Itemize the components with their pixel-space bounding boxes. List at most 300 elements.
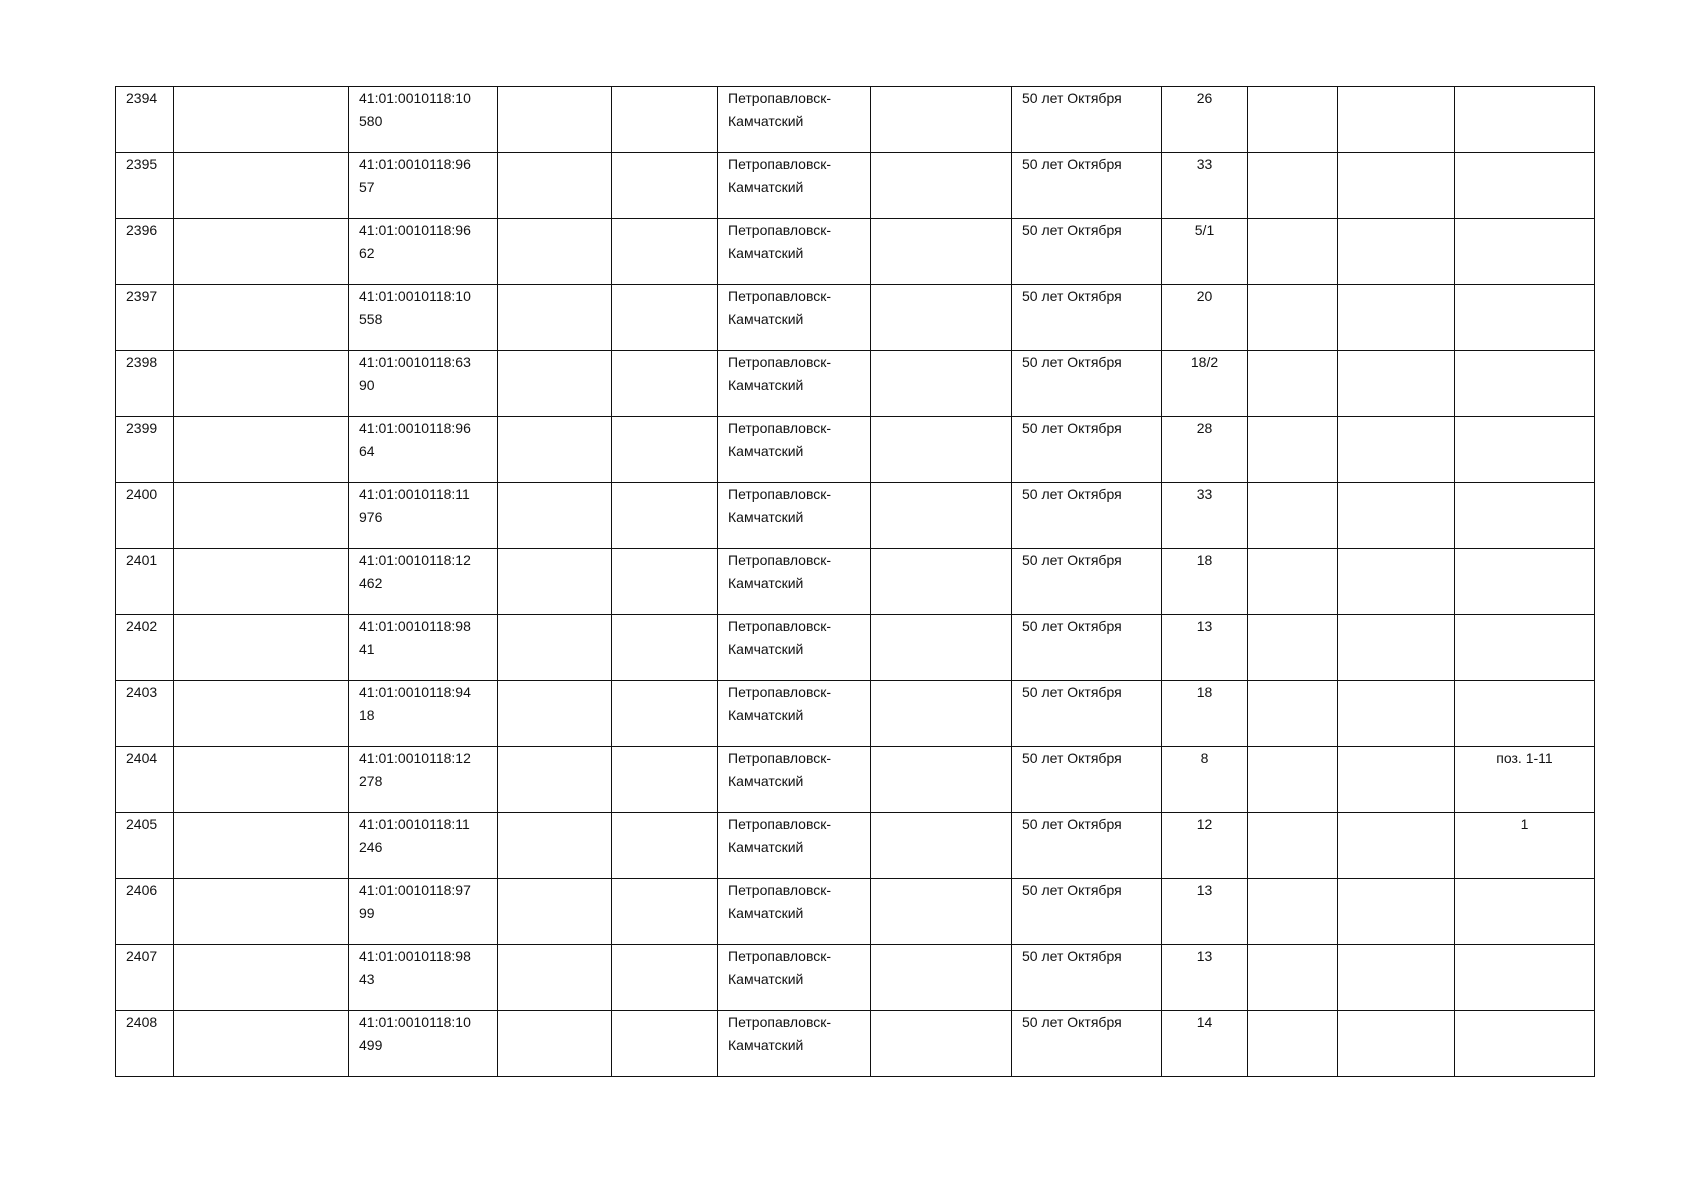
cadastral-number-line-1: 41:01:0010118:11 (359, 486, 470, 502)
empty-cell (498, 153, 612, 219)
street-name: 50 лет Октября (1022, 420, 1122, 436)
city-cell (718, 153, 871, 219)
city-cell (718, 813, 871, 879)
cadastral-number-line-1: 41:01:0010118:96 (359, 222, 471, 238)
empty-cell (612, 945, 718, 1011)
house-number: 12 (1196, 816, 1213, 832)
house-cell (1162, 153, 1248, 219)
table-row (116, 153, 1595, 219)
empty-cell (174, 153, 349, 219)
cadastral-number-cell (349, 879, 498, 945)
row-number: 2404 (126, 750, 158, 766)
house-cell (1162, 681, 1248, 747)
empty-cell (498, 813, 612, 879)
row-number: 2403 (126, 684, 158, 700)
note-cell (1455, 813, 1595, 879)
cadastral-number-line-2: 43 (359, 971, 375, 987)
empty-cell (1248, 681, 1338, 747)
empty-cell (1248, 219, 1338, 285)
empty-cell (1338, 351, 1455, 417)
cadastral-number-cell (349, 747, 498, 813)
cadastral-number-line-1: 41:01:0010118:10 (359, 90, 471, 106)
empty-cell (612, 483, 718, 549)
street-cell (1012, 549, 1162, 615)
row-number: 2407 (126, 948, 158, 964)
row-number-cell (116, 549, 174, 615)
row-number: 2405 (126, 816, 158, 832)
house-cell (1162, 87, 1248, 153)
house-cell (1162, 945, 1248, 1011)
table-row (116, 945, 1595, 1011)
note-cell (1455, 549, 1595, 615)
cadastral-number-line-2: 462 (359, 575, 383, 591)
street-cell (1012, 219, 1162, 285)
row-number-cell (116, 87, 174, 153)
house-number: 13 (1196, 948, 1213, 964)
cadastral-number-line-1: 41:01:0010118:63 (359, 354, 471, 370)
house-number: 13 (1196, 618, 1213, 634)
city-line-1: Петропавловск- (728, 882, 832, 898)
street-cell (1012, 945, 1162, 1011)
house-cell (1162, 813, 1248, 879)
cadastral-number-line-2: 90 (359, 377, 375, 393)
empty-cell (612, 87, 718, 153)
cadastral-number-cell (349, 351, 498, 417)
table-row (116, 549, 1595, 615)
empty-cell (498, 285, 612, 351)
empty-cell (612, 351, 718, 417)
row-number-cell (116, 747, 174, 813)
empty-cell (1338, 483, 1455, 549)
empty-cell (612, 747, 718, 813)
empty-cell (612, 615, 718, 681)
street-cell (1012, 813, 1162, 879)
city-cell (718, 285, 871, 351)
empty-cell (871, 351, 1012, 417)
empty-cell (1338, 1011, 1455, 1077)
house-number: 18 (1196, 684, 1213, 700)
empty-cell (174, 945, 349, 1011)
cadastral-number-line-1: 41:01:0010118:97 (359, 882, 471, 898)
row-number: 2400 (126, 486, 158, 502)
note-cell (1455, 483, 1595, 549)
cadastral-number-line-1: 41:01:0010118:94 (359, 684, 471, 700)
note-cell (1455, 879, 1595, 945)
row-number-cell (116, 681, 174, 747)
city-line-1: Петропавловск- (728, 684, 832, 700)
row-number-cell (116, 813, 174, 879)
city-line-2: Камчатский (728, 971, 804, 987)
cadastral-number-line-2: 976 (359, 509, 383, 525)
empty-cell (174, 351, 349, 417)
empty-cell (612, 219, 718, 285)
house-cell (1162, 285, 1248, 351)
row-number: 2398 (126, 354, 158, 370)
house-cell (1162, 417, 1248, 483)
empty-cell (1338, 615, 1455, 681)
house-number: 28 (1196, 420, 1213, 436)
empty-cell (1248, 351, 1338, 417)
table-row (116, 87, 1595, 153)
city-line-2: Камчатский (728, 509, 804, 525)
empty-cell (612, 549, 718, 615)
row-number-cell (116, 417, 174, 483)
empty-cell (174, 615, 349, 681)
empty-cell (174, 87, 349, 153)
cadastral-number-cell (349, 153, 498, 219)
city-cell (718, 87, 871, 153)
row-number: 2394 (126, 90, 158, 106)
city-cell (718, 219, 871, 285)
city-line-1: Петропавловск- (728, 816, 832, 832)
city-line-1: Петропавловск- (728, 222, 832, 238)
empty-cell (498, 879, 612, 945)
cadastral-number-line-1: 41:01:0010118:12 (359, 750, 471, 766)
cadastral-number-line-1: 41:01:0010118:11 (359, 816, 470, 832)
street-name: 50 лет Октября (1022, 882, 1122, 898)
empty-cell (174, 285, 349, 351)
empty-cell (1248, 549, 1338, 615)
city-line-2: Камчатский (728, 773, 804, 789)
row-number: 2408 (126, 1014, 158, 1030)
empty-cell (498, 681, 612, 747)
table-row (116, 483, 1595, 549)
city-line-2: Камчатский (728, 641, 804, 657)
note-cell (1455, 681, 1595, 747)
house-number: 33 (1196, 156, 1213, 172)
empty-cell (174, 681, 349, 747)
empty-cell (612, 285, 718, 351)
row-number: 2406 (126, 882, 158, 898)
house-cell (1162, 219, 1248, 285)
city-line-2: Камчатский (728, 575, 804, 591)
empty-cell (1338, 417, 1455, 483)
city-cell (718, 615, 871, 681)
empty-cell (498, 549, 612, 615)
cadastral-number-line-2: 246 (359, 839, 383, 855)
empty-cell (498, 747, 612, 813)
empty-cell (1248, 483, 1338, 549)
city-cell (718, 945, 871, 1011)
empty-cell (612, 813, 718, 879)
empty-cell (174, 417, 349, 483)
note-cell (1455, 351, 1595, 417)
note-cell (1455, 1011, 1595, 1077)
city-line-1: Петропавловск- (728, 948, 832, 964)
street-name: 50 лет Октября (1022, 948, 1122, 964)
empty-cell (871, 747, 1012, 813)
cadastral-number-line-1: 41:01:0010118:96 (359, 420, 471, 436)
cadastral-number-line-2: 57 (359, 179, 375, 195)
empty-cell (1248, 813, 1338, 879)
cadastral-number-cell (349, 615, 498, 681)
empty-cell (174, 483, 349, 549)
table-row (116, 417, 1595, 483)
empty-cell (1338, 219, 1455, 285)
street-cell (1012, 417, 1162, 483)
empty-cell (871, 417, 1012, 483)
house-number: 14 (1196, 1014, 1213, 1030)
empty-cell (871, 285, 1012, 351)
empty-cell (1338, 153, 1455, 219)
city-line-1: Петропавловск- (728, 486, 832, 502)
cadastral-number-line-2: 278 (359, 773, 383, 789)
cadastral-number-line-1: 41:01:0010118:10 (359, 288, 471, 304)
house-number: 13 (1196, 882, 1213, 898)
empty-cell (1248, 879, 1338, 945)
empty-cell (1338, 87, 1455, 153)
cadastral-number-line-1: 41:01:0010118:98 (359, 948, 471, 964)
city-line-1: Петропавловск- (728, 354, 832, 370)
city-line-1: Петропавловск- (728, 1014, 832, 1030)
empty-cell (1338, 681, 1455, 747)
empty-cell (174, 747, 349, 813)
empty-cell (1338, 285, 1455, 351)
row-number-cell (116, 1011, 174, 1077)
city-line-2: Камчатский (728, 179, 804, 195)
empty-cell (1338, 813, 1455, 879)
house-number: 18 (1196, 552, 1213, 568)
street-name: 50 лет Октября (1022, 1014, 1122, 1030)
house-number: 33 (1196, 486, 1213, 502)
house-cell (1162, 747, 1248, 813)
empty-cell (612, 1011, 718, 1077)
note-cell (1455, 747, 1595, 813)
empty-cell (1248, 417, 1338, 483)
cadastral-number-line-2: 580 (359, 113, 383, 129)
city-cell (718, 351, 871, 417)
empty-cell (871, 153, 1012, 219)
empty-cell (871, 945, 1012, 1011)
cadastral-number-line-2: 499 (359, 1037, 383, 1053)
empty-cell (612, 153, 718, 219)
house-number: 8 (1200, 750, 1209, 766)
house-number: 26 (1196, 90, 1213, 106)
row-number-cell (116, 945, 174, 1011)
cadastral-number-cell (349, 549, 498, 615)
house-number: 5/1 (1194, 222, 1215, 238)
cadastral-number-cell (349, 417, 498, 483)
city-cell (718, 747, 871, 813)
city-line-2: Камчатский (728, 113, 804, 129)
city-cell (718, 879, 871, 945)
city-line-1: Петропавловск- (728, 750, 832, 766)
house-cell (1162, 549, 1248, 615)
cadastral-number-line-1: 41:01:0010118:12 (359, 552, 471, 568)
city-line-2: Камчатский (728, 245, 804, 261)
note-cell (1455, 87, 1595, 153)
empty-cell (612, 417, 718, 483)
city-line-1: Петропавловск- (728, 552, 832, 568)
empty-cell (174, 813, 349, 879)
street-cell (1012, 87, 1162, 153)
empty-cell (1338, 945, 1455, 1011)
note-cell (1455, 285, 1595, 351)
house-number: 18/2 (1190, 354, 1219, 370)
empty-cell (1248, 1011, 1338, 1077)
note-cell (1455, 219, 1595, 285)
city-line-2: Камчатский (728, 443, 804, 459)
street-name: 50 лет Октября (1022, 354, 1122, 370)
city-line-1: Петропавловск- (728, 618, 832, 634)
table-row (116, 813, 1595, 879)
city-line-1: Петропавловск- (728, 288, 832, 304)
empty-cell (1248, 87, 1338, 153)
cadastral-number-line-2: 18 (359, 707, 375, 723)
street-cell (1012, 483, 1162, 549)
empty-cell (871, 219, 1012, 285)
empty-cell (871, 681, 1012, 747)
empty-cell (1248, 285, 1338, 351)
empty-cell (498, 219, 612, 285)
city-cell (718, 1011, 871, 1077)
empty-cell (871, 87, 1012, 153)
city-line-1: Петропавловск- (728, 420, 832, 436)
empty-cell (612, 879, 718, 945)
house-cell (1162, 615, 1248, 681)
row-number-cell (116, 153, 174, 219)
cadastral-number-line-1: 41:01:0010118:10 (359, 1014, 471, 1030)
empty-cell (1338, 549, 1455, 615)
cadastral-number-line-2: 41 (359, 641, 375, 657)
table-row (116, 219, 1595, 285)
city-line-2: Камчатский (728, 1037, 804, 1053)
street-cell (1012, 285, 1162, 351)
note-cell (1455, 417, 1595, 483)
street-cell (1012, 681, 1162, 747)
row-number: 2399 (126, 420, 158, 436)
street-cell (1012, 1011, 1162, 1077)
table-row (116, 681, 1595, 747)
cadastral-number-line-2: 99 (359, 905, 375, 921)
house-cell (1162, 879, 1248, 945)
empty-cell (498, 483, 612, 549)
street-name: 50 лет Октября (1022, 288, 1122, 304)
note-cell (1455, 945, 1595, 1011)
empty-cell (498, 87, 612, 153)
cadastral-number-cell (349, 1011, 498, 1077)
city-line-2: Камчатский (728, 839, 804, 855)
empty-cell (498, 945, 612, 1011)
empty-cell (498, 417, 612, 483)
note-text: поз. 1-11 (1496, 750, 1553, 766)
empty-cell (1248, 615, 1338, 681)
table-row (116, 879, 1595, 945)
cadastral-number-line-1: 41:01:0010118:96 (359, 156, 471, 172)
table-row (116, 615, 1595, 681)
empty-cell (174, 549, 349, 615)
empty-cell (1248, 747, 1338, 813)
city-line-2: Камчатский (728, 377, 804, 393)
house-cell (1162, 483, 1248, 549)
empty-cell (1248, 945, 1338, 1011)
house-cell (1162, 1011, 1248, 1077)
row-number-cell (116, 615, 174, 681)
table-row (116, 285, 1595, 351)
street-name: 50 лет Октября (1022, 684, 1122, 700)
cadastral-number-line-2: 62 (359, 245, 375, 261)
city-line-1: Петропавловск- (728, 156, 832, 172)
cadastral-number-cell (349, 87, 498, 153)
table-row (116, 747, 1595, 813)
city-line-1: Петропавловск- (728, 90, 832, 106)
cadastral-number-line-2: 64 (359, 443, 375, 459)
row-number-cell (116, 351, 174, 417)
cadastral-number-line-2: 558 (359, 311, 383, 327)
empty-cell (1248, 153, 1338, 219)
house-number: 20 (1196, 288, 1213, 304)
city-line-2: Камчатский (728, 707, 804, 723)
empty-cell (1338, 747, 1455, 813)
street-name: 50 лет Октября (1022, 156, 1122, 172)
row-number-cell (116, 219, 174, 285)
cadastral-number-cell (349, 483, 498, 549)
table-row (116, 351, 1595, 417)
street-name: 50 лет Октября (1022, 750, 1122, 766)
empty-cell (498, 1011, 612, 1077)
cadastral-number-cell (349, 813, 498, 879)
empty-cell (871, 813, 1012, 879)
city-cell (718, 483, 871, 549)
street-name: 50 лет Октября (1022, 90, 1122, 106)
cadastral-number-cell (349, 285, 498, 351)
row-number: 2402 (126, 618, 158, 634)
note-text: 1 (1520, 816, 1529, 832)
empty-cell (612, 681, 718, 747)
row-number: 2395 (126, 156, 158, 172)
street-name: 50 лет Октября (1022, 552, 1122, 568)
note-cell (1455, 153, 1595, 219)
cadastral-number-cell (349, 681, 498, 747)
empty-cell (174, 1011, 349, 1077)
empty-cell (871, 549, 1012, 615)
city-cell (718, 681, 871, 747)
empty-cell (498, 351, 612, 417)
empty-cell (871, 1011, 1012, 1077)
street-name: 50 лет Октября (1022, 486, 1122, 502)
empty-cell (871, 483, 1012, 549)
row-number-cell (116, 879, 174, 945)
city-cell (718, 417, 871, 483)
city-line-2: Камчатский (728, 311, 804, 327)
street-cell (1012, 351, 1162, 417)
street-name: 50 лет Октября (1022, 222, 1122, 238)
street-cell (1012, 879, 1162, 945)
street-name: 50 лет Октября (1022, 618, 1122, 634)
street-cell (1012, 153, 1162, 219)
registry-table (115, 86, 1595, 1077)
row-number: 2396 (126, 222, 158, 238)
empty-cell (498, 615, 612, 681)
empty-cell (174, 879, 349, 945)
street-cell (1012, 747, 1162, 813)
empty-cell (871, 879, 1012, 945)
empty-cell (174, 219, 349, 285)
empty-cell (1338, 879, 1455, 945)
cadastral-number-cell (349, 945, 498, 1011)
row-number: 2401 (126, 552, 158, 568)
cadastral-number-cell (349, 219, 498, 285)
cadastral-number-line-1: 41:01:0010118:98 (359, 618, 471, 634)
note-cell (1455, 615, 1595, 681)
city-line-2: Камчатский (728, 905, 804, 921)
street-cell (1012, 615, 1162, 681)
street-name: 50 лет Октября (1022, 816, 1122, 832)
city-cell (718, 549, 871, 615)
table-row (116, 1011, 1595, 1077)
row-number-cell (116, 483, 174, 549)
empty-cell (871, 615, 1012, 681)
